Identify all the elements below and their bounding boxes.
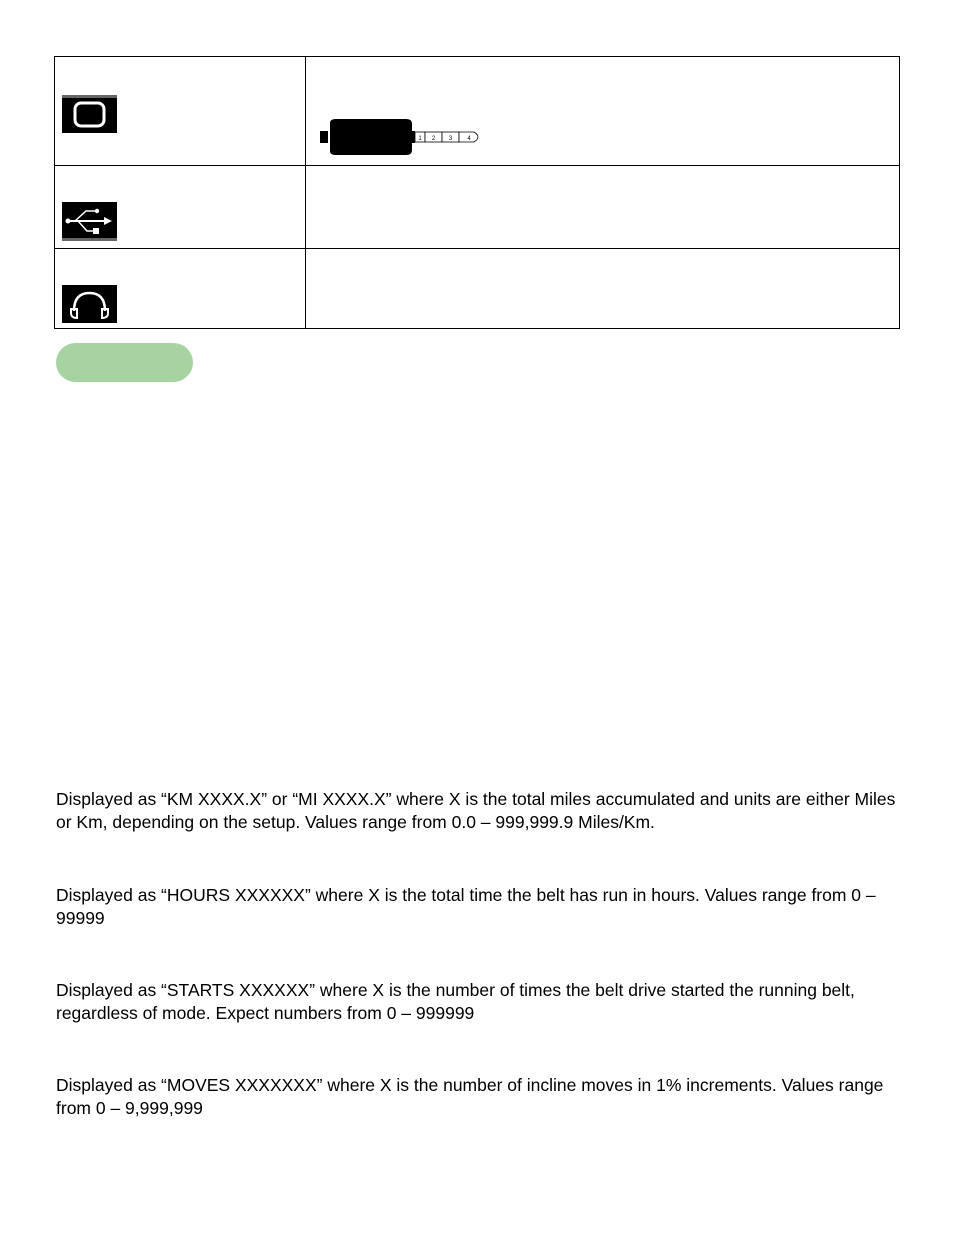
odometer-description: Displayed as “KM XXXX.X” or “MI XXXX.X” where X is the total miles accumulated and units are either Miles or Km, depending on the setup. Values range from 0.0 – 999,999.9 Miles/Km. <box>56 789 896 832</box>
description-cell <box>306 249 900 329</box>
icon-cell <box>55 249 306 329</box>
starts-description: Displayed as “STARTS XXXXXX” where X is the number of times the belt drive started the running belt, regardless of mode. Expect numbers from 0 – 999999 <box>56 980 855 1023</box>
description-cell <box>306 166 900 249</box>
connector-table <box>54 56 900 329</box>
moves-description: Displayed as “MOVES XXXXXXX” where X is the number of incline moves in 1% increments. Values range from 0 – 9,999,999 <box>56 1075 884 1118</box>
hours-description: Displayed as “HOURS XXXXXX” where X is the total time the belt has run in hours. Values range from 0 – 99999 <box>56 885 876 928</box>
icon-cell <box>55 166 306 249</box>
video-monitor-icon <box>62 95 117 133</box>
table-row <box>55 166 900 249</box>
table-row <box>55 57 900 166</box>
usb-icon <box>62 202 117 241</box>
table-row <box>55 249 900 329</box>
audio-plug-diagram <box>320 119 485 157</box>
icon-cell <box>55 57 306 166</box>
plug-pin-label: 1 <box>418 136 422 142</box>
section-tag <box>56 343 193 382</box>
description-cell <box>306 57 900 166</box>
plug-pin-label: 3 <box>448 136 453 142</box>
headphones-icon <box>62 285 117 323</box>
plug-pin-label: 4 <box>467 136 471 142</box>
plug-pin-label: 2 <box>431 136 436 142</box>
